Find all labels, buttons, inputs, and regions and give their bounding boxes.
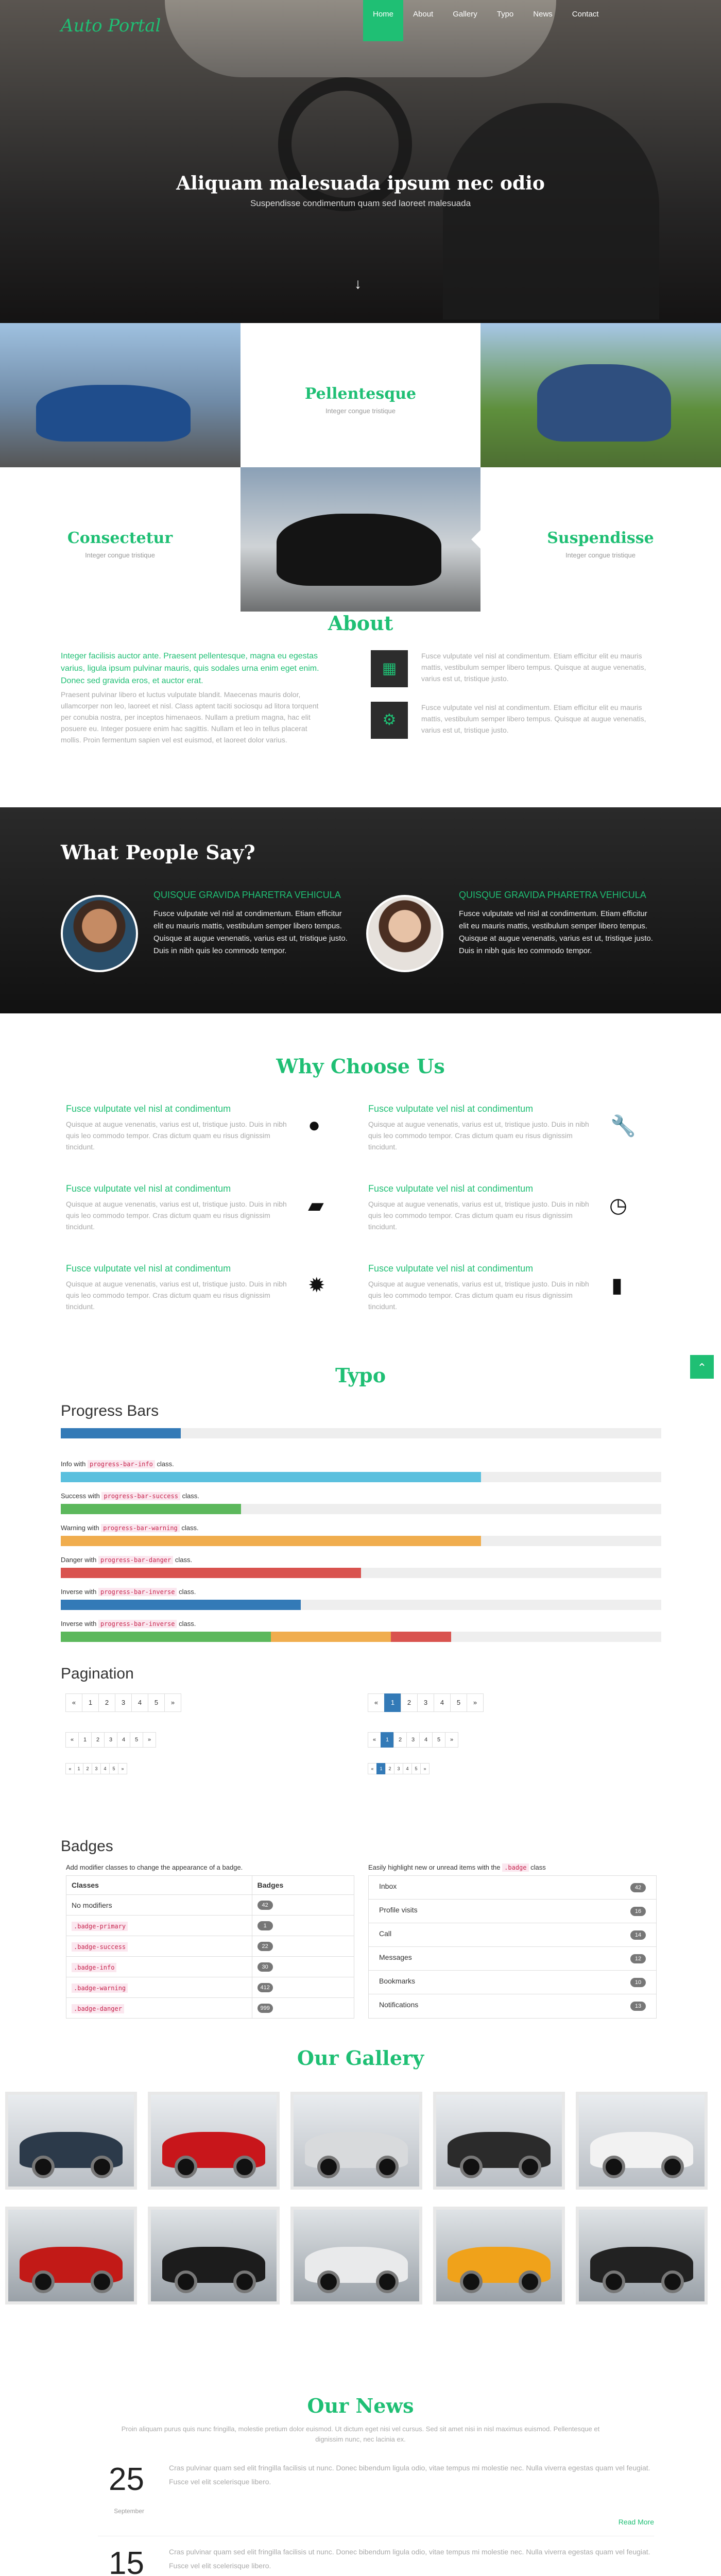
news-text: Cras pulvinar quam sed elit fringilla facilisis ut nunc. Donec bibendum ligula odio, vitae tempus mi molestie nec. Nulla viverra egestas quam vel feugiat. Fusce vel elit scelerisque libero. bbox=[169, 2548, 650, 2570]
progress-fill bbox=[391, 1632, 451, 1642]
badge-row: .badge-danger 999 bbox=[66, 1998, 354, 2019]
testimonial-text: Fusce vulputate vel nisl at condimentum. Etiam efficitur elit eu mauris mattis, vestibulum semper libero tempus. Quisque at augue venenatis, varius est ut, tristique justo. Duis in nibh quis leo commodo tempor. bbox=[459, 909, 653, 955]
gallery-image[interactable] bbox=[290, 2207, 422, 2304]
about-lead: Integer facilisis auctor ante. Praesent pellentesque, magna eu egestas varius, ligula ipsum pulvinar mauris, quis sodales urna enim eget enim. Donec sed gravida eros, et auctor erat. bbox=[61, 652, 319, 685]
badge: 14 bbox=[630, 1930, 646, 1940]
page-link[interactable]: 2 bbox=[385, 1763, 394, 1774]
gallery-image[interactable] bbox=[576, 2207, 708, 2304]
site-logo[interactable]: Auto Portal bbox=[61, 15, 161, 36]
about-section bbox=[0, 612, 721, 807]
tile-consectetur bbox=[0, 467, 240, 612]
menu-gallery[interactable]: Gallery bbox=[453, 10, 477, 19]
page-link[interactable]: 5 bbox=[109, 1763, 118, 1774]
progress-bar-row bbox=[61, 1620, 661, 1642]
why-item-title: Fusce vulputate vel nisl at condimentum bbox=[368, 1183, 534, 1194]
news-day: 15 bbox=[109, 2546, 144, 2576]
about-feature bbox=[371, 702, 664, 736]
gallery-image[interactable] bbox=[433, 2092, 565, 2190]
page-link[interactable]: 5 bbox=[450, 1693, 467, 1712]
pagination bbox=[66, 1763, 127, 1774]
progress-bar-row bbox=[61, 1588, 661, 1610]
badge-row: .badge-primary 1 bbox=[66, 1916, 354, 1936]
page-link[interactable]: » bbox=[164, 1693, 181, 1712]
progress-fill bbox=[61, 1504, 241, 1514]
page-link[interactable]: 4 bbox=[117, 1732, 130, 1748]
folder-icon: ▰ bbox=[308, 1194, 324, 1217]
page-link[interactable]: » bbox=[143, 1732, 156, 1748]
tile-notch bbox=[471, 530, 480, 549]
progress-bar-row bbox=[61, 1428, 661, 1438]
progress-label: Warning with progress-bar-warning class. bbox=[61, 1524, 199, 1532]
why-section bbox=[0, 1013, 721, 1364]
pagination bbox=[368, 1732, 458, 1748]
badge-row: .badge-warning 412 bbox=[66, 1977, 354, 1998]
why-item bbox=[66, 1263, 303, 1312]
why-item-text: Quisque at augue venenatis, varius est ut, tristique justo. Duis in nibh quis leo commodo tempor. Cras dictum quam eu risus dignissim tincidunt. bbox=[368, 1200, 589, 1231]
about-feature bbox=[371, 650, 664, 684]
wheel bbox=[603, 2270, 625, 2293]
wheel bbox=[91, 2156, 113, 2178]
tile-title: Consectetur bbox=[67, 529, 173, 547]
col-badges: Badges bbox=[252, 1876, 354, 1895]
pagination bbox=[66, 1732, 156, 1748]
progress-label: Success with progress-bar-success class. bbox=[61, 1492, 199, 1500]
page-link[interactable]: 3 bbox=[104, 1732, 117, 1748]
about-body: Praesent pulvinar libero et luctus vulputate blandit. Maecenas mauris dolor, ullamcorper non leo, laoreet et nisl. Class aptent taciti sociosqu ad litora torquent per conubia nostra, per inceptos himenaeos. Nullam a pretium magna, hac elit posuere eu. Integer posuere enim hac sagittis. Nullam et leo in tellus placerat mollis. Proin fermentum sapien vel est euismod, et laoreet dolor varius. bbox=[61, 690, 319, 744]
badge: 42 bbox=[630, 1883, 646, 1892]
about-feature-text: Fusce vulputate vel nisl at condimentum. Etiam efficitur elit eu mauris mattis, vestibulum semper libero tempus. Quisque at augue venenatis, varius est ut, tristique justo. bbox=[421, 652, 646, 683]
gallery-image[interactable] bbox=[148, 2092, 280, 2190]
news-month: September bbox=[114, 2507, 144, 2515]
gallery-image[interactable] bbox=[290, 2092, 422, 2190]
badges-table-block bbox=[66, 1863, 354, 2019]
page-link[interactable]: » bbox=[118, 1763, 127, 1774]
badges-list-block bbox=[368, 1863, 657, 2019]
photo-black-audi bbox=[241, 467, 481, 612]
wheel bbox=[460, 2270, 483, 2293]
scroll-down-icon[interactable]: ↓ bbox=[354, 276, 362, 292]
page-link[interactable]: 5 bbox=[148, 1693, 165, 1712]
gallery-section bbox=[0, 2046, 721, 2394]
badges-intro: Add modifier classes to change the appearance of a badge. bbox=[66, 1863, 243, 1871]
why-item-text: Quisque at augue venenatis, varius est ut, tristique justo. Duis in nibh quis leo commodo tempor. Cras dictum quam eu risus dignissim tincidunt. bbox=[368, 1120, 589, 1151]
badge-list-item[interactable]: Call 14 bbox=[369, 1923, 656, 1947]
page-link[interactable]: 4 bbox=[434, 1693, 451, 1712]
page-link[interactable]: « bbox=[65, 1693, 82, 1712]
wheel bbox=[661, 2270, 684, 2293]
why-item-title: Fusce vulputate vel nisl at condimentum bbox=[66, 1183, 231, 1194]
progress-label: Danger with progress-bar-danger class. bbox=[61, 1556, 193, 1564]
testimonial bbox=[366, 890, 655, 957]
page-link[interactable]: 4 bbox=[100, 1763, 110, 1774]
wheel bbox=[519, 2270, 541, 2293]
wheel bbox=[519, 2156, 541, 2178]
scroll-top-button[interactable]: ⌃ bbox=[689, 1354, 715, 1380]
progress-label: Info with progress-bar-info class. bbox=[61, 1460, 174, 1468]
news-title: Our News bbox=[307, 2394, 414, 2417]
progress-track bbox=[61, 1632, 661, 1642]
page-link[interactable]: 1 bbox=[82, 1693, 99, 1712]
wheel bbox=[233, 2270, 256, 2293]
testimonials-title: What People Say? bbox=[61, 841, 255, 864]
hero-section bbox=[0, 0, 721, 323]
pagination-title: Pagination bbox=[61, 1665, 134, 1682]
why-item bbox=[368, 1104, 605, 1153]
why-item-title: Fusce vulputate vel nisl at condimentum bbox=[368, 1104, 534, 1114]
gallery-image[interactable] bbox=[576, 2092, 708, 2190]
gallery-image[interactable] bbox=[5, 2092, 137, 2190]
wheel bbox=[460, 2156, 483, 2178]
badge: 999 bbox=[258, 2004, 273, 2013]
pagination bbox=[368, 1693, 484, 1712]
badge: 30 bbox=[258, 1962, 273, 1972]
page-link[interactable]: 1 bbox=[74, 1763, 83, 1774]
testimonial-text: Fusce vulputate vel nisl at condimentum. Etiam efficitur elit eu mauris mattis, vestibulum semper libero tempus. Quisque at augue venenatis, varius est ut, tristique justo. Duis in nibh quis leo commodo tempor. bbox=[153, 909, 348, 955]
pagination bbox=[368, 1763, 430, 1774]
menu-contact[interactable]: Contact bbox=[572, 10, 599, 19]
page-link[interactable]: 2 bbox=[98, 1693, 115, 1712]
wheel bbox=[376, 2270, 399, 2293]
wheel bbox=[661, 2156, 684, 2178]
progress-track bbox=[61, 1568, 661, 1578]
wheel bbox=[603, 2156, 625, 2178]
clock-icon: ◷ bbox=[609, 1194, 627, 1217]
progress-fill bbox=[61, 1600, 301, 1610]
page-link[interactable]: 1 bbox=[381, 1732, 394, 1748]
signal-icon: ▮ bbox=[611, 1274, 623, 1297]
page-link[interactable]: 3 bbox=[92, 1763, 101, 1774]
page-link[interactable]: « bbox=[368, 1693, 385, 1712]
why-item bbox=[66, 1183, 303, 1232]
hero-subtitle: Suspendisse condimentum quam sed laoreet malesuada bbox=[250, 198, 471, 208]
wheel bbox=[317, 2270, 340, 2293]
progress-fill bbox=[61, 1536, 481, 1546]
why-item bbox=[368, 1183, 605, 1232]
tile-text: Integer congue tristique bbox=[85, 551, 155, 559]
page-link[interactable]: 4 bbox=[403, 1763, 412, 1774]
why-item-title: Fusce vulputate vel nisl at condimentum bbox=[66, 1263, 231, 1274]
badge-list-item[interactable]: Bookmarks 10 bbox=[369, 1971, 656, 1994]
badge: 1 bbox=[258, 1921, 273, 1930]
why-item-title: Fusce vulputate vel nisl at condimentum bbox=[66, 1104, 231, 1114]
photo-open-hood-car bbox=[480, 323, 721, 467]
tile-title: Suspendisse bbox=[547, 529, 654, 547]
page-link[interactable]: 5 bbox=[411, 1763, 421, 1774]
badge-list-item[interactable]: Profile visits 16 bbox=[369, 1900, 656, 1923]
wheel bbox=[233, 2156, 256, 2178]
badge-row: .badge-info 30 bbox=[66, 1957, 354, 1977]
badge: 22 bbox=[258, 1942, 273, 1951]
testimonial bbox=[61, 890, 349, 957]
why-item-text: Quisque at augue venenatis, varius est ut, tristique justo. Duis in nibh quis leo commodo tempor. Cras dictum quam eu risus dignissim tincidunt. bbox=[66, 1280, 287, 1311]
testimonials-section bbox=[0, 807, 721, 1013]
avatar bbox=[366, 895, 443, 972]
gallery-image[interactable] bbox=[433, 2207, 565, 2304]
page-link[interactable]: 1 bbox=[384, 1693, 401, 1712]
page-link[interactable]: 3 bbox=[394, 1763, 403, 1774]
page-link[interactable]: 3 bbox=[417, 1693, 434, 1712]
progress-label: Inverse with progress-bar-inverse class. bbox=[61, 1588, 196, 1596]
badges-list bbox=[368, 1875, 657, 2019]
photo-blue-sportscar bbox=[0, 323, 241, 467]
wheel bbox=[175, 2270, 197, 2293]
page-link[interactable]: » bbox=[420, 1763, 430, 1774]
badge-row: No modifiers 42 bbox=[66, 1895, 354, 1916]
page-link[interactable]: « bbox=[368, 1763, 377, 1774]
badge: 10 bbox=[630, 1978, 646, 1987]
badge-list-item[interactable]: Inbox 42 bbox=[369, 1876, 656, 1900]
typo-title: Typo bbox=[335, 1364, 386, 1387]
badge-list-item[interactable]: Notifications 13 bbox=[369, 1994, 656, 2018]
page-link[interactable]: 4 bbox=[419, 1732, 433, 1748]
page-link[interactable]: » bbox=[445, 1732, 458, 1748]
page-link[interactable]: 2 bbox=[401, 1693, 418, 1712]
menu-about[interactable]: About bbox=[413, 10, 434, 19]
news-day: 25 bbox=[109, 2462, 144, 2497]
grid-icon: ▦ bbox=[371, 650, 408, 687]
progress-track bbox=[61, 1472, 661, 1482]
hero-title: Aliquam malesuada ipsum nec odio bbox=[176, 173, 545, 194]
wheel bbox=[32, 2156, 55, 2178]
page-link[interactable]: 4 bbox=[131, 1693, 148, 1712]
gallery-image[interactable] bbox=[5, 2207, 137, 2304]
navbar bbox=[0, 0, 721, 36]
progress-fill bbox=[61, 1472, 481, 1482]
page-link[interactable]: « bbox=[368, 1732, 381, 1748]
pagination bbox=[66, 1693, 181, 1712]
why-item-title: Fusce vulputate vel nisl at condimentum bbox=[368, 1263, 534, 1274]
page-link[interactable]: 1 bbox=[78, 1732, 92, 1748]
badge: 16 bbox=[630, 1907, 646, 1916]
why-item bbox=[66, 1104, 303, 1153]
page-link[interactable]: » bbox=[467, 1693, 484, 1712]
page-link[interactable]: « bbox=[65, 1732, 79, 1748]
page-link[interactable]: 3 bbox=[115, 1693, 132, 1712]
why-item bbox=[368, 1263, 605, 1312]
tile-suspendisse bbox=[480, 467, 720, 612]
badge: 42 bbox=[258, 1901, 273, 1910]
why-item-text: Quisque at augue venenatis, varius est ut, tristique justo. Duis in nibh quis leo commodo tempor. Cras dictum quam eu risus dignissim tincidunt. bbox=[368, 1280, 589, 1311]
testimonial-name: QUISQUE GRAVIDA PHARETRA VEHICULA bbox=[459, 890, 646, 900]
badge-row: .badge-success 22 bbox=[66, 1936, 354, 1957]
menu-home[interactable]: Home bbox=[363, 0, 403, 41]
cog-icon: ⚙ bbox=[371, 702, 408, 739]
news-item bbox=[98, 2461, 654, 2538]
page-link[interactable]: 5 bbox=[432, 1732, 445, 1748]
why-item-text: Quisque at augue venenatis, varius est ut, tristique justo. Duis in nibh quis leo commodo tempor. Cras dictum quam eu risus dignissim tincidunt. bbox=[66, 1200, 287, 1231]
wheel bbox=[91, 2270, 113, 2293]
wheel bbox=[175, 2156, 197, 2178]
page-link[interactable]: 2 bbox=[393, 1732, 407, 1748]
news-text: Cras pulvinar quam sed elit fringilla facilisis ut nunc. Donec bibendum ligula odio, vitae tempus mi molestie nec. Nulla viverra egestas quam vel feugiat. Fusce vel elit scelerisque libero. bbox=[169, 2464, 650, 2486]
hero-seat bbox=[443, 103, 659, 319]
badge-list-item[interactable]: Messages 12 bbox=[369, 1947, 656, 1971]
wheel bbox=[376, 2156, 399, 2178]
menu-typo[interactable]: Typo bbox=[496, 10, 514, 19]
typo-section bbox=[0, 1364, 721, 2046]
tile-text: Integer congue tristique bbox=[565, 551, 636, 559]
progress-bar-row bbox=[61, 1556, 661, 1578]
feature-grid bbox=[0, 323, 721, 612]
badges-list-intro: Easily highlight new or unread items with the .badge class bbox=[368, 1863, 546, 1871]
gallery-image[interactable] bbox=[148, 2207, 280, 2304]
page-link[interactable]: 3 bbox=[406, 1732, 420, 1748]
progress-bar-row bbox=[61, 1524, 661, 1546]
testimonial-name: QUISQUE GRAVIDA PHARETRA VEHICULA bbox=[153, 890, 341, 900]
page-link[interactable]: « bbox=[65, 1763, 75, 1774]
menu-news[interactable]: News bbox=[533, 10, 553, 19]
progress-track bbox=[61, 1536, 661, 1546]
progress-fill bbox=[271, 1632, 391, 1642]
progress-bar-row bbox=[61, 1492, 661, 1514]
gallery-title: Our Gallery bbox=[297, 2046, 424, 2070]
wrench-icon: 🔧 bbox=[610, 1115, 636, 1138]
page-link[interactable]: 1 bbox=[376, 1763, 386, 1774]
read-more-link[interactable]: Read More bbox=[618, 2518, 654, 2526]
progress-fill bbox=[61, 1428, 181, 1438]
progress-track bbox=[61, 1504, 661, 1514]
about-title: About bbox=[328, 612, 393, 635]
badges-title: Badges bbox=[61, 1838, 113, 1855]
badges-table bbox=[66, 1875, 354, 2019]
globe-icon: ● bbox=[308, 1114, 321, 1137]
page-link[interactable]: 2 bbox=[83, 1763, 92, 1774]
news-section bbox=[0, 2394, 721, 2576]
page-link[interactable]: 5 bbox=[130, 1732, 143, 1748]
news-intro: Proin aliquam purus quis nunc fringilla, molestie pretium dolor euismod. Ut dictum eget nisi vel cursus. Sed sit amet nisi in nisl maximus euismod. Pellentesque et dignissim nunc, nec lacinia ex. bbox=[121, 2425, 600, 2443]
why-title: Why Choose Us bbox=[276, 1055, 445, 1078]
badge: 12 bbox=[630, 1954, 646, 1963]
page-link[interactable]: 2 bbox=[91, 1732, 105, 1748]
progress-track bbox=[61, 1428, 661, 1438]
progress-fill bbox=[61, 1568, 361, 1578]
main-menu bbox=[363, 0, 608, 41]
progress-track bbox=[61, 1600, 661, 1610]
progress-bar-row bbox=[61, 1460, 661, 1482]
tile-text: Integer congue tristique bbox=[325, 407, 396, 415]
tile-title: Pellentesque bbox=[304, 385, 417, 403]
progress-fill bbox=[61, 1632, 271, 1642]
badge: 13 bbox=[630, 2002, 646, 2011]
progress-title: Progress Bars bbox=[61, 1402, 159, 1419]
progress-label: Inverse with progress-bar-inverse class. bbox=[61, 1620, 196, 1628]
badge-icon: ✹ bbox=[308, 1274, 325, 1297]
tile-pellentesque bbox=[241, 323, 480, 467]
about-feature-text: Fusce vulputate vel nisl at condimentum. Etiam efficitur elit eu mauris mattis, vestibulum semper libero tempus. Quisque at augue venenatis, varius est ut, tristique justo. bbox=[421, 703, 646, 734]
avatar bbox=[61, 895, 138, 972]
wheel bbox=[32, 2270, 55, 2293]
badge: 412 bbox=[258, 1983, 273, 1992]
why-item-text: Quisque at augue venenatis, varius est ut, tristique justo. Duis in nibh quis leo commodo tempor. Cras dictum quam eu risus dignissim tincidunt. bbox=[66, 1120, 287, 1151]
news-item bbox=[98, 2545, 654, 2576]
wheel bbox=[317, 2156, 340, 2178]
col-classes: Classes bbox=[66, 1876, 252, 1895]
